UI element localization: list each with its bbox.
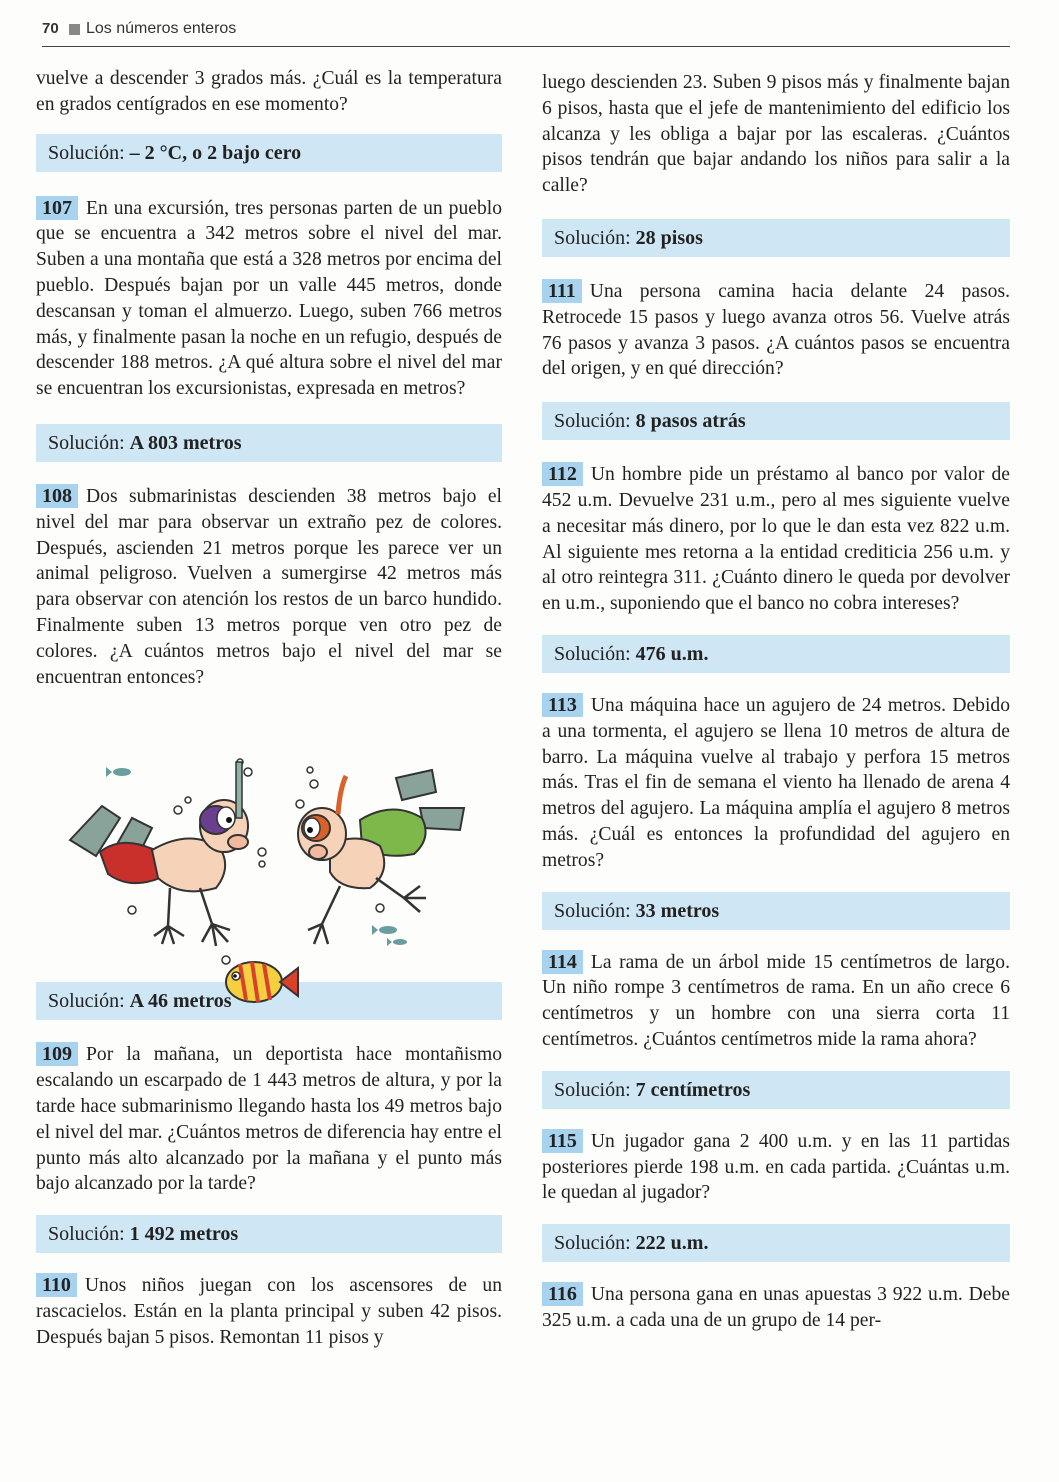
problem-109 — [36, 1042, 502, 1197]
problem-text: Una máquina hace un agujero de 24 metros. Debido a una tormenta, el agujero se llena 10 metros de altura de barro. La máquina vuelve al trabajo y perfora 15 metros más. Tras el fin de semana el viento ha llenado de arena 4 metros del agujero. La máquina amplía el agujero 8 metros más. ¿Cuál es entonces la profundidad del agujero en metros? — [542, 694, 1010, 871]
solution-value: 7 centímetros — [635, 1078, 751, 1101]
problem-number: 107 — [36, 196, 78, 220]
intro-text: luego descienden 23. Suben 9 pisos más y finalmente bajan 6 pisos, hasta que el jefe de mantenimiento del edificio los alcanza y les obliga a bajar por las escaleras. ¿Cuántos pisos tendrán que bajar andando los niños para salir a la calle? — [542, 72, 1010, 197]
solution-value: 8 pasos atrás — [635, 410, 746, 433]
solution-value: 1 492 metros — [129, 1223, 239, 1246]
solution-box — [36, 134, 502, 172]
intro-text: vuelve a descender 3 grados más. ¿Cuál es la temperatura en grados centígrados en ese momento? — [36, 68, 502, 115]
solution-value: 33 metros — [635, 899, 720, 922]
problem-111 — [542, 279, 1010, 382]
solution-label: Solución: — [554, 899, 631, 922]
solution-label: Solución: — [554, 410, 631, 433]
problem-text: Dos submarinistas descienden 38 metros bajo el nivel del mar para observar un extraño pez de colores. Después, ascienden 21 metros porque les parece ver un animal peligroso. Vuelven a sumergirse 42 metros más para observar con atención los restos de un barco hundido. Finalmente suben 13 metros porque ven otro pez de colores. ¿A cuántos metros bajo el nivel del mar se encuentran entonces? — [36, 485, 502, 688]
problem-108 — [36, 484, 502, 690]
problem-number: 108 — [36, 484, 78, 508]
problem-text: Unos niños juegan con los ascensores de un rascacielos. Están en la planta principal y suben 42 pisos. Después bajan 5 pisos. Remontan 11 pisos y — [36, 1275, 502, 1348]
solution-value: 222 u.m. — [635, 1232, 709, 1255]
problem-number: 115 — [542, 1129, 583, 1153]
problem-text: Por la mañana, un deportista hace montañismo escalando un escarpado de 1 443 metros de altura, y por la tarde hace submarinismo llegando hasta los 49 metros bajo el nivel del mar. ¿Cuántos metros de diferencia hay entre el punto más alto alcanzado por la mañana y el punto más bajo alcanzado por la tarde? — [36, 1044, 502, 1195]
header-square-icon — [69, 24, 80, 35]
right-diver-icon — [298, 770, 464, 944]
solution-value: 476 u.m. — [635, 642, 709, 665]
solution-box — [36, 424, 502, 462]
problem-number: 112 — [542, 462, 583, 486]
solution-box — [542, 635, 1010, 673]
solution-label: Solución: — [48, 141, 125, 164]
solution-value: A 803 metros — [129, 431, 242, 454]
problem-number: 116 — [542, 1282, 583, 1306]
problem-number: 114 — [542, 950, 583, 974]
divers-illustration — [40, 748, 490, 1013]
right-column — [542, 70, 1010, 1334]
left-column — [36, 66, 502, 1351]
solution-label: Solución: — [48, 431, 125, 454]
chapter-title: Los números enteros — [86, 20, 237, 37]
left-diver-icon — [70, 762, 248, 946]
solution-label: Solución: — [554, 226, 631, 249]
problem-107 — [36, 196, 502, 402]
solution-label: Solución: — [554, 642, 631, 665]
solution-box — [542, 1071, 1010, 1109]
problem-text: Una persona gana en unas apuestas 3 922 u.m. Debe 325 u.m. a cada una de un grupo de 14 per- — [542, 1284, 1010, 1331]
problem-text: En una excursión, tres personas parten de un pueblo que se encuentra a 342 metros sobre el nivel del mar. Suben a una montaña que está a 328 metros por encima del pueblo. Después bajan por un valle 445 metros, donde descansan y toman el almuerzo. Luego, suben 766 metros más, y finalmente pasan la noche en un refugio, después de descender 188 metros. ¿A qué altura sobre el nivel del mar se encuentran los excursionistas, expresada en metros? — [36, 197, 502, 400]
solution-box — [542, 402, 1010, 440]
solution-label: Solución: — [554, 1078, 631, 1101]
solution-label: Solución: — [554, 1232, 631, 1255]
problem-110 — [36, 1273, 502, 1350]
problem-text: Un hombre pide un préstamo al banco por valor de 452 u.m. Devuelve 231 u.m., pero al mes siguiente vuelve a necesitar más dinero, por lo que le dan esta vez 822 u.m. Al siguiente mes retorna a la entidad crediticia 256 u.m. y al otro reintegra 311. ¿Cuánto dinero le queda por devolver en u.m., suponiendo que el banco no cobra intereses? — [542, 464, 1010, 615]
problem-text: Una persona camina hacia delante 24 pasos. Retrocede 15 pasos y luego avanza otros 56. Vuelve atrás 76 pasos y avanza 3 pasos. ¿A cuántos pasos se encuentra del origen, y en qué dirección? — [542, 280, 1010, 380]
problem-116 — [542, 1282, 1010, 1334]
solution-value: 28 pisos — [635, 226, 703, 249]
problem-112 — [542, 462, 1010, 617]
solution-value: A 46 metros — [129, 990, 232, 1013]
striped-fish-icon — [226, 962, 298, 1002]
problem-number: 110 — [36, 1273, 77, 1297]
solution-label: Solución: — [48, 1223, 125, 1246]
solution-box — [542, 1224, 1010, 1262]
problem-114 — [542, 950, 1010, 1053]
problem-text: La rama de un árbol mide 15 centímetros de largo. Un niño rompe 3 centímetros de rama. En un año crece 6 centímetros y un hombre con una sierra corta 11 centímetros. ¿Cuántos centímetros mide la rama ahora? — [542, 951, 1010, 1050]
page-number: 70 — [42, 20, 59, 37]
problem-113 — [542, 693, 1010, 874]
solution-label: Solución: — [48, 990, 125, 1013]
solution-box — [542, 219, 1010, 257]
problem-number: 111 — [542, 279, 582, 303]
problem-number: 113 — [542, 693, 583, 717]
solution-value: – 2 °C, o 2 bajo cero — [129, 141, 302, 164]
problem-text: Un jugador gana 2 400 u.m. y en las 11 partidas posteriores pierde 198 u.m. en cada partida. ¿Cuántas u.m. le quedan al jugador? — [542, 1130, 1010, 1204]
problem-number: 109 — [36, 1042, 78, 1066]
solution-box — [36, 1215, 502, 1253]
page-header — [42, 14, 1010, 47]
solution-box — [542, 892, 1010, 930]
problem-115 — [542, 1129, 1010, 1206]
